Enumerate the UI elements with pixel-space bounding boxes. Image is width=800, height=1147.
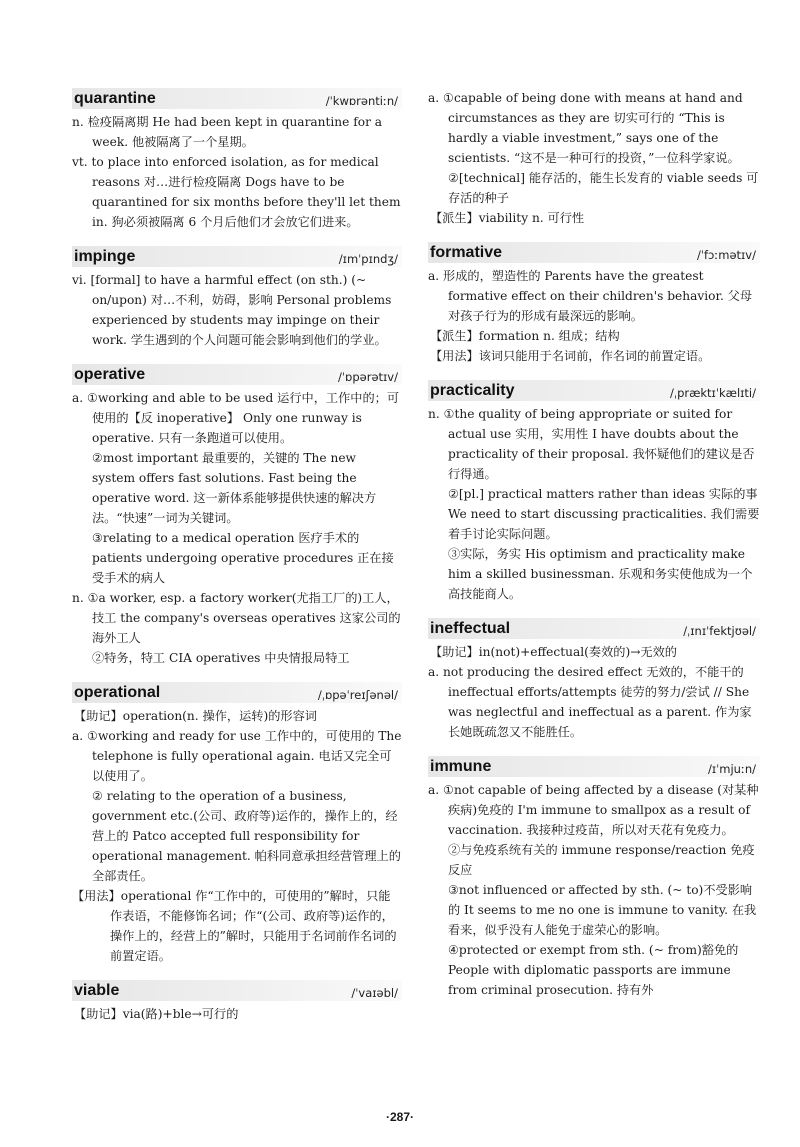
- definition: n. ①a worker, esp. a factory worker(尤指工厂的)工人，技工 the company's overseas operatives 这家公司的海外工人: [72, 591, 401, 645]
- definition: a. ①capable of being done with means at hand and circumstances as they are 切实可行的 “This is hardly a viable investment,” says one of the scientists. “这不是一种可行的投资，”一位科学家说。: [428, 91, 743, 165]
- pronunciation: /ˌpræktɪˈkælɪti/: [670, 386, 756, 400]
- sub-definition: ③relating to a medical operation 医疗手术的 patients undergoing operative procedures 正在接受手术的病人: [92, 531, 394, 585]
- sub-definition: ②特务，特工 CIA operatives 中央情报局特工: [92, 651, 350, 665]
- dictionary-entry: [72, 246, 402, 350]
- definition: n. 检疫隔离期 He had been kept in quarantine for a week. 他被隔离了一个星期。: [72, 115, 383, 149]
- usage-note: 【助记】via(路)+ble→可行的: [74, 1007, 239, 1021]
- sub-definition: ②[technical] 能存活的，能生长发育的 viable seeds 可存活的种子: [448, 171, 759, 205]
- pronunciation: /ˌɪnɪˈfektjʊəl/: [683, 624, 756, 638]
- sub-definition: ③实际，务实 His optimism and practicality make him a skilled businessman. 乐观和务实使他成为一个高技能商人。: [448, 547, 753, 601]
- usage-note: 【派生】viability n. 可行性: [430, 211, 585, 225]
- pronunciation: /ɪmˈpɪndʒ/: [338, 252, 398, 266]
- definition: a. ①not capable of being affected by a disease (对某种疾病)免疫的 I'm immune to smallpox as a result of vaccination. 我接种过疫苗，所以对天花有免疫力。: [428, 783, 759, 837]
- definition: vt. to place into enforced isolation, as for medical reasons 对…进行检疫隔离 Dogs have to be quarantined for six months before they'll let them in. 狗必须被隔离 6 个月后他们才会放它们进来。: [72, 155, 401, 229]
- dictionary-entry: [428, 618, 760, 742]
- page-number: ·287·: [385, 1110, 414, 1124]
- headword: formative: [430, 244, 503, 261]
- headword: ineffectual: [430, 620, 511, 637]
- pronunciation: /ˈkwɒrəntiːn/: [325, 94, 398, 108]
- definition: a. 形成的，塑造性的 Parents have the greatest formative effect on their children's behavior. 父母对孩子行为的形成有最深远的影响。: [428, 269, 753, 323]
- headword-bar: [72, 364, 402, 385]
- pronunciation: /ˈvaɪəbl/: [351, 986, 398, 1000]
- dictionary-entry: [428, 380, 760, 604]
- dictionary-entry: [72, 364, 402, 668]
- pronunciation: /ˈɒpərətɪv/: [338, 370, 398, 384]
- definition: a. not producing the desired effect 无效的，不能干的 ineffectual efforts/attempts 徒劳的努力/尝试 // She was neglectful and ineffectual as a parent. 作为家长她既疏忽又不能胜任。: [428, 665, 752, 739]
- headword-bar: [72, 88, 402, 109]
- dictionary-entry: [72, 980, 402, 1024]
- headword: operational: [74, 684, 161, 701]
- definition: n. ①the quality of being appropriate or suited for actual use 实用，实用性 I have doubts about the practicality of their proposal. 我怀疑他们的建议是否行得通。: [428, 407, 755, 481]
- usage-note: 【助记】operation(n. 操作，运转)的形容词: [74, 709, 317, 723]
- headword-bar: [72, 682, 402, 703]
- left-column: [72, 88, 402, 1038]
- right-column: [428, 88, 760, 1014]
- sub-definition: ④protected or exempt from sth. (~ from)豁免的 People with diplomatic passports are immune from criminal prosecution. 持有外: [448, 943, 739, 997]
- sub-definition: ②most important 最重要的，关键的 The new system offers fast solutions. Fast being the operative word. 这一新体系能够提供快速的解决方法。“快速”一词为关键词。: [92, 451, 377, 525]
- usage-note: 【派生】formation n. 组成；结构: [430, 329, 620, 343]
- usage-note: 【用法】该词只能用于名词前，作名词的前置定语。: [430, 349, 711, 363]
- headword: operative: [74, 366, 146, 383]
- headword-bar: [428, 242, 760, 263]
- headword-bar: [72, 980, 402, 1001]
- definition: vi. [formal] to have a harmful effect (on sth.) (~ on/upon) 对…不利，妨碍，影响 Personal problems experienced by students may impinge on their work. 学生遇到的个人问题可能会影响到他们的学业。: [72, 273, 392, 347]
- definition: a. ①working and able to be used 运行中，工作中的；可使用的【反 inoperative】 Only one runway is operative. 只有一条跑道可以使用。: [72, 391, 400, 445]
- headword-bar: [428, 618, 760, 639]
- dictionary-entry: [428, 242, 760, 366]
- headword: immune: [430, 758, 492, 775]
- headword: viable: [74, 982, 120, 999]
- definition: a. ①working and ready for use 工作中的，可使用的 The telephone is fully operational again. 电话又完全可以使用了。: [72, 729, 402, 783]
- pronunciation: /ˈfɔːmətɪv/: [696, 248, 756, 262]
- headword-bar: [72, 246, 402, 267]
- dictionary-entry: [72, 682, 402, 966]
- sub-definition: ③not influenced or affected by sth. (~ to)不受影响的 It seems to me no one is immune to vanity. 在我看来，似乎没有人能免于虚荣心的影响。: [448, 883, 757, 937]
- dictionary-entry: [72, 88, 402, 232]
- sub-definition: ②与免疫系统有关的 immune response/reaction 免疫反应: [448, 843, 755, 877]
- sub-definition: ② relating to the operation of a business, government etc.(公司、政府等)运作的，操作上的，经营上的 Patco accepted full responsibility for operational management. 帕科同意承担经营管理上的全部责任。: [92, 789, 401, 883]
- sub-definition: ②[pl.] practical matters rather than ideas 实际的事 We need to start discussing practicalities. 我们需要着手讨论实际问题。: [448, 487, 760, 541]
- headword-bar: [428, 380, 760, 401]
- usage-note: 【助记】in(not)+effectual(奏效的)→无效的: [430, 645, 677, 659]
- dictionary-entry: [428, 756, 760, 1000]
- usage-note: 【用法】operational 作“工作中的，可使用的”解时，只能作表语，不能修饰名词；作“(公司、政府等)运作的，操作上的，经营上的”解时，只能用于名词前作名词的前置定语。: [72, 889, 397, 963]
- headword: impinge: [74, 248, 136, 265]
- headword: quarantine: [74, 90, 156, 107]
- pronunciation: /ˌɒpəˈreɪʃənəl/: [317, 688, 398, 702]
- headword: practicality: [430, 382, 515, 399]
- pronunciation: /ɪˈmjuːn/: [707, 762, 756, 776]
- dictionary-entry: [428, 88, 760, 228]
- headword-bar: [428, 756, 760, 777]
